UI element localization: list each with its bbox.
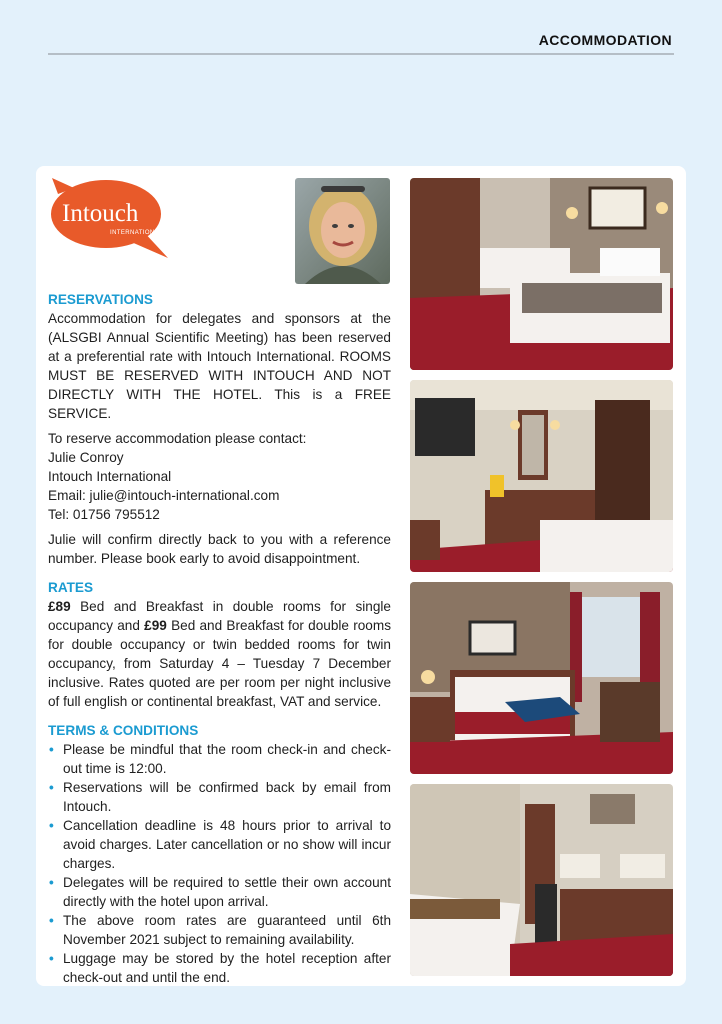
- price-double: £99: [144, 618, 167, 633]
- hotel-room-photo-lamp: [410, 784, 673, 976]
- text-column: [48, 290, 391, 987]
- hotel-room-photo-twin: [410, 178, 673, 370]
- terms-item: • Delegates will be required to settle their own account directly with the hotel upon arrival.: [49, 875, 391, 909]
- contact-tel[interactable]: Tel: 01756 795512: [48, 507, 160, 522]
- rates-text-single: Bed and Breakfast in double rooms for single occupancy and: [48, 599, 391, 633]
- hotel-room-photo-desk: [410, 380, 673, 572]
- terms-item: • Please be mindful that the room check-in and check-out time is 12:00.: [49, 742, 391, 776]
- terms-item: • Cancellation deadline is 48 hours prior to arrival to avoid charges. Later cancellation or no show will incur charges.: [49, 818, 391, 871]
- contact-company: Intouch International: [48, 469, 172, 484]
- terms-list: [48, 740, 391, 987]
- terms-item: • Luggage may be stored by the hotel reception after check-out and until the end.: [49, 951, 391, 985]
- contact-email[interactable]: Email: julie@intouch-international.com: [48, 488, 280, 503]
- confirm-note: Julie will confirm directly back to you with a reference number. Please book early to avoid disappointment.: [48, 532, 391, 566]
- intouch-logo: [50, 176, 170, 264]
- svg-text:INTERNATIONAL: INTERNATIONAL: [110, 230, 163, 236]
- rates-text-double: Bed and Breakfast for double rooms for double occupancy or twin bedded rooms for twin occupancy, from Saturday 4 – Tuesday 7 December inclusive. Rates quoted are per room per night inclusive of full english or continental breakfast, VAT and service.: [48, 618, 391, 709]
- reservations-heading: RESERVATIONS: [48, 292, 153, 307]
- terms-item: • The above room rates are guaranteed until 6th November 2021 subject to remaining availability.: [49, 913, 391, 947]
- contact-portrait-photo: [295, 178, 390, 284]
- terms-heading: TERMS & CONDITIONS: [48, 723, 199, 738]
- page-section-title: ACCOMMODATION: [538, 32, 672, 48]
- contact-intro: To reserve accommodation please contact:: [48, 431, 307, 446]
- rates-text: [48, 597, 391, 711]
- reservations-intro: Accommodation for delegates and sponsors at the (ALSGBI Annual Scientific Meeting) has been reserved at a preferential rate with Intouch International. ROOMS MUST BE RESERVED WITH INTOUCH AND NOT DIRECTLY WITH THE HOTEL. This is a FREE SERVICE.: [48, 311, 391, 421]
- price-single: £89: [48, 599, 71, 614]
- header-divider: [48, 53, 674, 55]
- rates-heading: RATES: [48, 580, 94, 595]
- hotel-room-photo-double: [410, 582, 673, 774]
- svg-text:Intouch: Intouch: [62, 200, 139, 227]
- contact-name: Julie Conroy: [48, 450, 124, 465]
- terms-item: • Reservations will be confirmed back by email from Intouch.: [49, 780, 391, 814]
